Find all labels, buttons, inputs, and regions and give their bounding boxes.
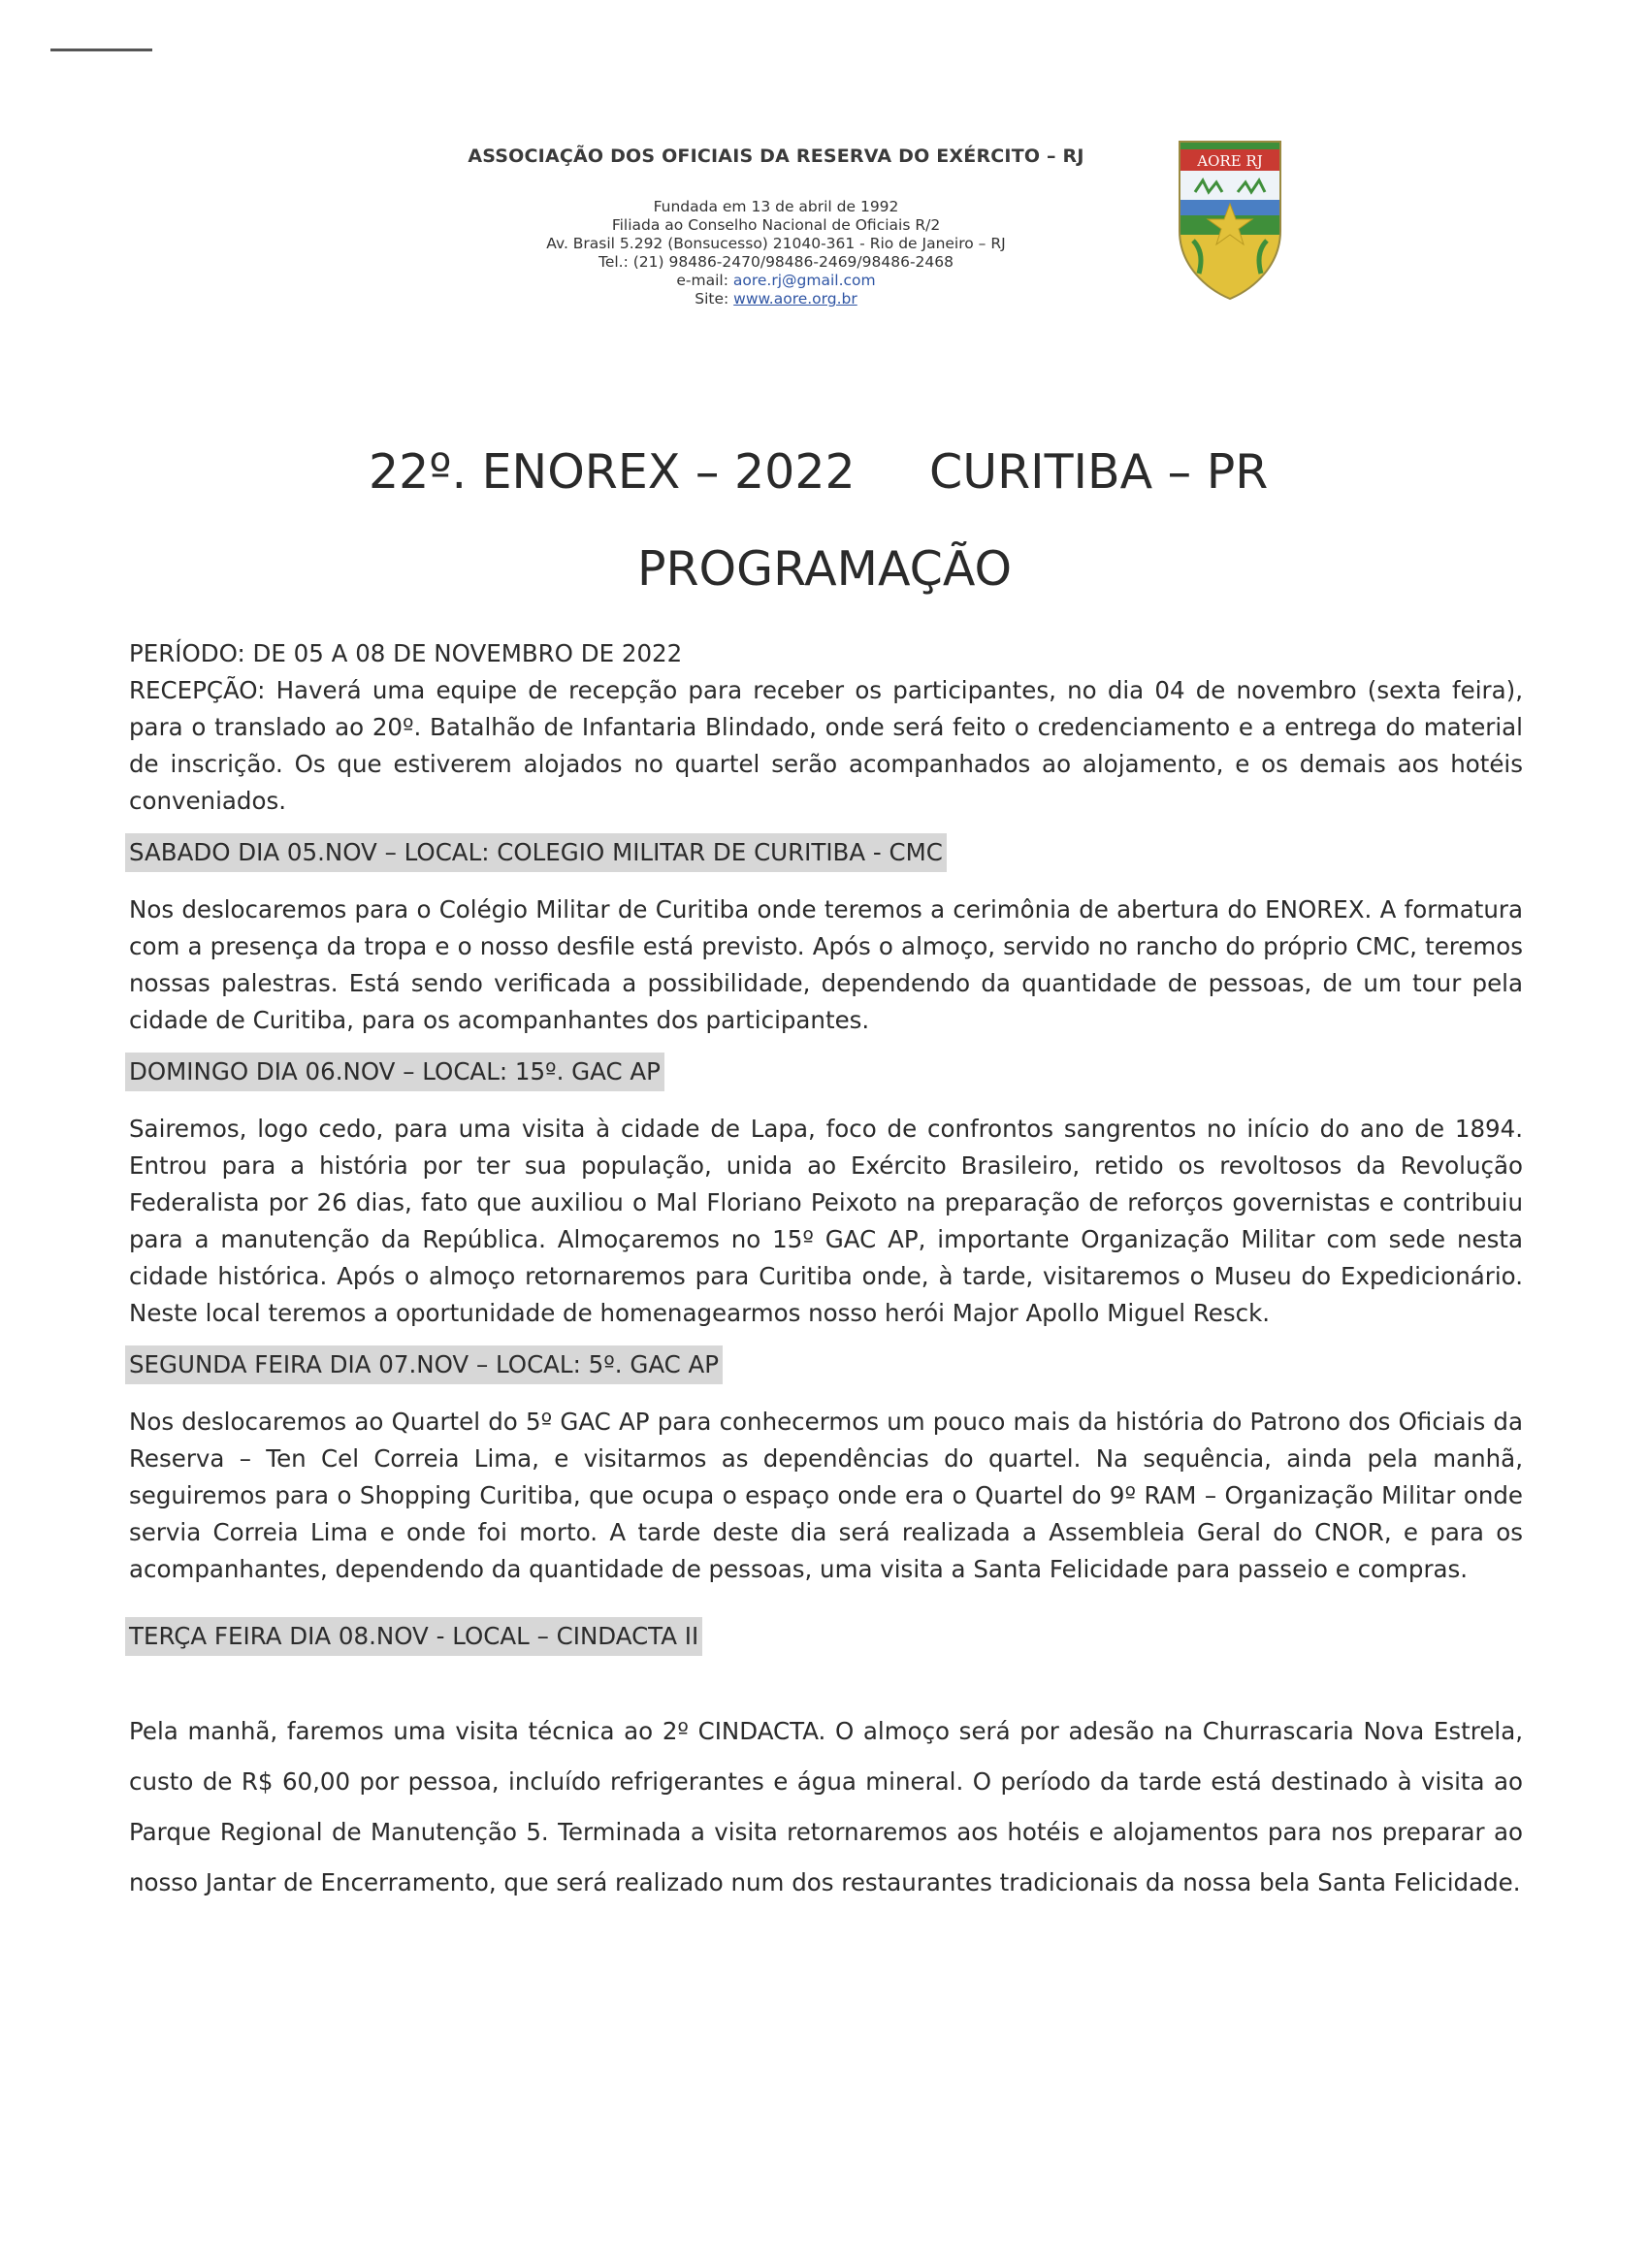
day-1-heading-row [129, 833, 1523, 872]
affiliation-line: Filiada ao Conselho Nacional de Oficiais R/2 [611, 216, 941, 234]
event-city: CURITIBA – PR [929, 444, 1269, 500]
letterhead [417, 146, 1135, 308]
site-link[interactable]: www.aore.org.br [733, 290, 857, 308]
day-4-heading: TERÇA FEIRA DIA 08.NOV - LOCAL – CINDACTA II [125, 1617, 702, 1656]
address-line: Av. Brasil 5.292 (Bonsucesso) 21040-361 - Rio de Janeiro – RJ [546, 235, 1006, 252]
program-heading: PROGRAMAÇÃO [636, 541, 1013, 597]
day-2-paragraph: Sairemos, logo cedo, para uma visita à cidade de Lapa, foco de confrontos sangrentos no início do ano de 1894. Entrou para a história por ter sua população, unida ao Exército Brasileiro, retido os revoltosos da Revolução Federalista por 26 dias, fato que auxiliou o Mal Floriano Peixoto na preparação de reforços governistas e contribuiu para a manutenção da República. Almoçaremos no 15º GAC AP, importante Organização Militar com sede nesta cidade histórica. Após o almoço retornaremos para Curitiba onde, à tarde, visitaremos o Museu do Expedicionário. Neste local teremos a oportunidade de homenagearmos nosso herói Major Apollo Miguel Resck. [129, 1115, 1523, 1327]
day-1-heading: SABADO DIA 05.NOV – LOCAL: COLEGIO MILITAR DE CURITIBA - CMC [125, 833, 947, 872]
top-scan-rule [50, 49, 152, 51]
day-4-paragraph: Pela manhã, faremos uma visita técnica ao 2º CINDACTA. O almoço será por adesão na Churrascaria Nova Estrela, custo de R$ 60,00 por pessoa, incluído refrigerantes e água mineral. O período da tarde está destinado à visita ao Parque Regional de Manutenção 5. Terminada a visita retornaremos aos hotéis e alojamentos para nos preparar ao nosso Jantar de Encerramento, que será realizado num dos restaurantes tradicionais da nossa bela Santa Felicidade. [129, 1717, 1523, 1896]
event-title [0, 444, 1649, 504]
day-3-heading-row [129, 1345, 1523, 1384]
emblem-label: AORE RJ [1197, 152, 1263, 170]
email-link[interactable]: aore.rj@gmail.com [732, 272, 876, 289]
reception-paragraph: RECEPÇÃO: Haverá uma equipe de recepção para receber os participantes, no dia 04 de novembro (sexta feira), para o translado ao 20º. Batalhão de Infantaria Blindado, onde será feito o credenciamento e a entrega do material de inscrição. Os que estiverem alojados no quartel serão acompanhados ao alojamento, e os demais aos hotéis conveniados. [129, 676, 1523, 815]
program-content [129, 635, 1523, 1908]
phone-line: Tel.: (21) 98486-2470/98486-2469/98486-2468 [598, 253, 954, 271]
day-3-heading: SEGUNDA FEIRA DIA 07.NOV – LOCAL: 5º. GAC AP [125, 1345, 723, 1384]
site-line [417, 290, 1135, 308]
email-line [417, 272, 1135, 290]
email-label: e-mail: [676, 272, 728, 289]
day-3-paragraph: Nos deslocaremos ao Quartel do 5º GAC AP para conhecermos um pouco mais da história do Patrono dos Oficiais da Reserva – Ten Cel Correia Lima, e visitarmos as dependências do quartel. Na sequência, ainda pela manhã, seguiremos para o Shopping Curitiba, que ocupa o espaço onde era o Quartel do 9º RAM – Organização Militar onde servia Correia Lima e onde foi morto. A tarde deste dia será realizada a Assembleia Geral do CNOR, e para os acompanhantes, dependendo da quantidade de pessoas, uma visita a Santa Felicidade para passeio e compras. [129, 1408, 1523, 1583]
day-1-paragraph: Nos deslocaremos para o Colégio Militar de Curitiba onde teremos a cerimônia de abertura do ENOREX. A formatura com a presença da tropa e o nosso desfile está previsto. Após o almoço, servido no rancho do próprio CMC, teremos nossas palestras. Está sendo verificada a possibilidade, dependendo da quantidade de pessoas, de um tour pela cidade de Curitiba, para os acompanhantes dos participantes. [129, 895, 1523, 1034]
event-name: 22º. ENOREX – 2022 [369, 444, 856, 500]
organization-name: ASSOCIAÇÃO DOS OFICIAIS DA RESERVA DO EXÉRCITO – RJ [468, 146, 1084, 167]
period-line: PERÍODO: DE 05 A 08 DE NOVEMBRO DE 2022 [129, 639, 683, 667]
day-4-heading-row [129, 1617, 1523, 1656]
founded-line: Fundada em 13 de abril de 1992 [653, 198, 899, 215]
day-2-heading-row [129, 1053, 1523, 1091]
site-label: Site: [695, 290, 729, 308]
day-2-heading: DOMINGO DIA 06.NOV – LOCAL: 15º. GAC AP [125, 1053, 664, 1091]
aore-rj-emblem-icon [1176, 138, 1284, 303]
